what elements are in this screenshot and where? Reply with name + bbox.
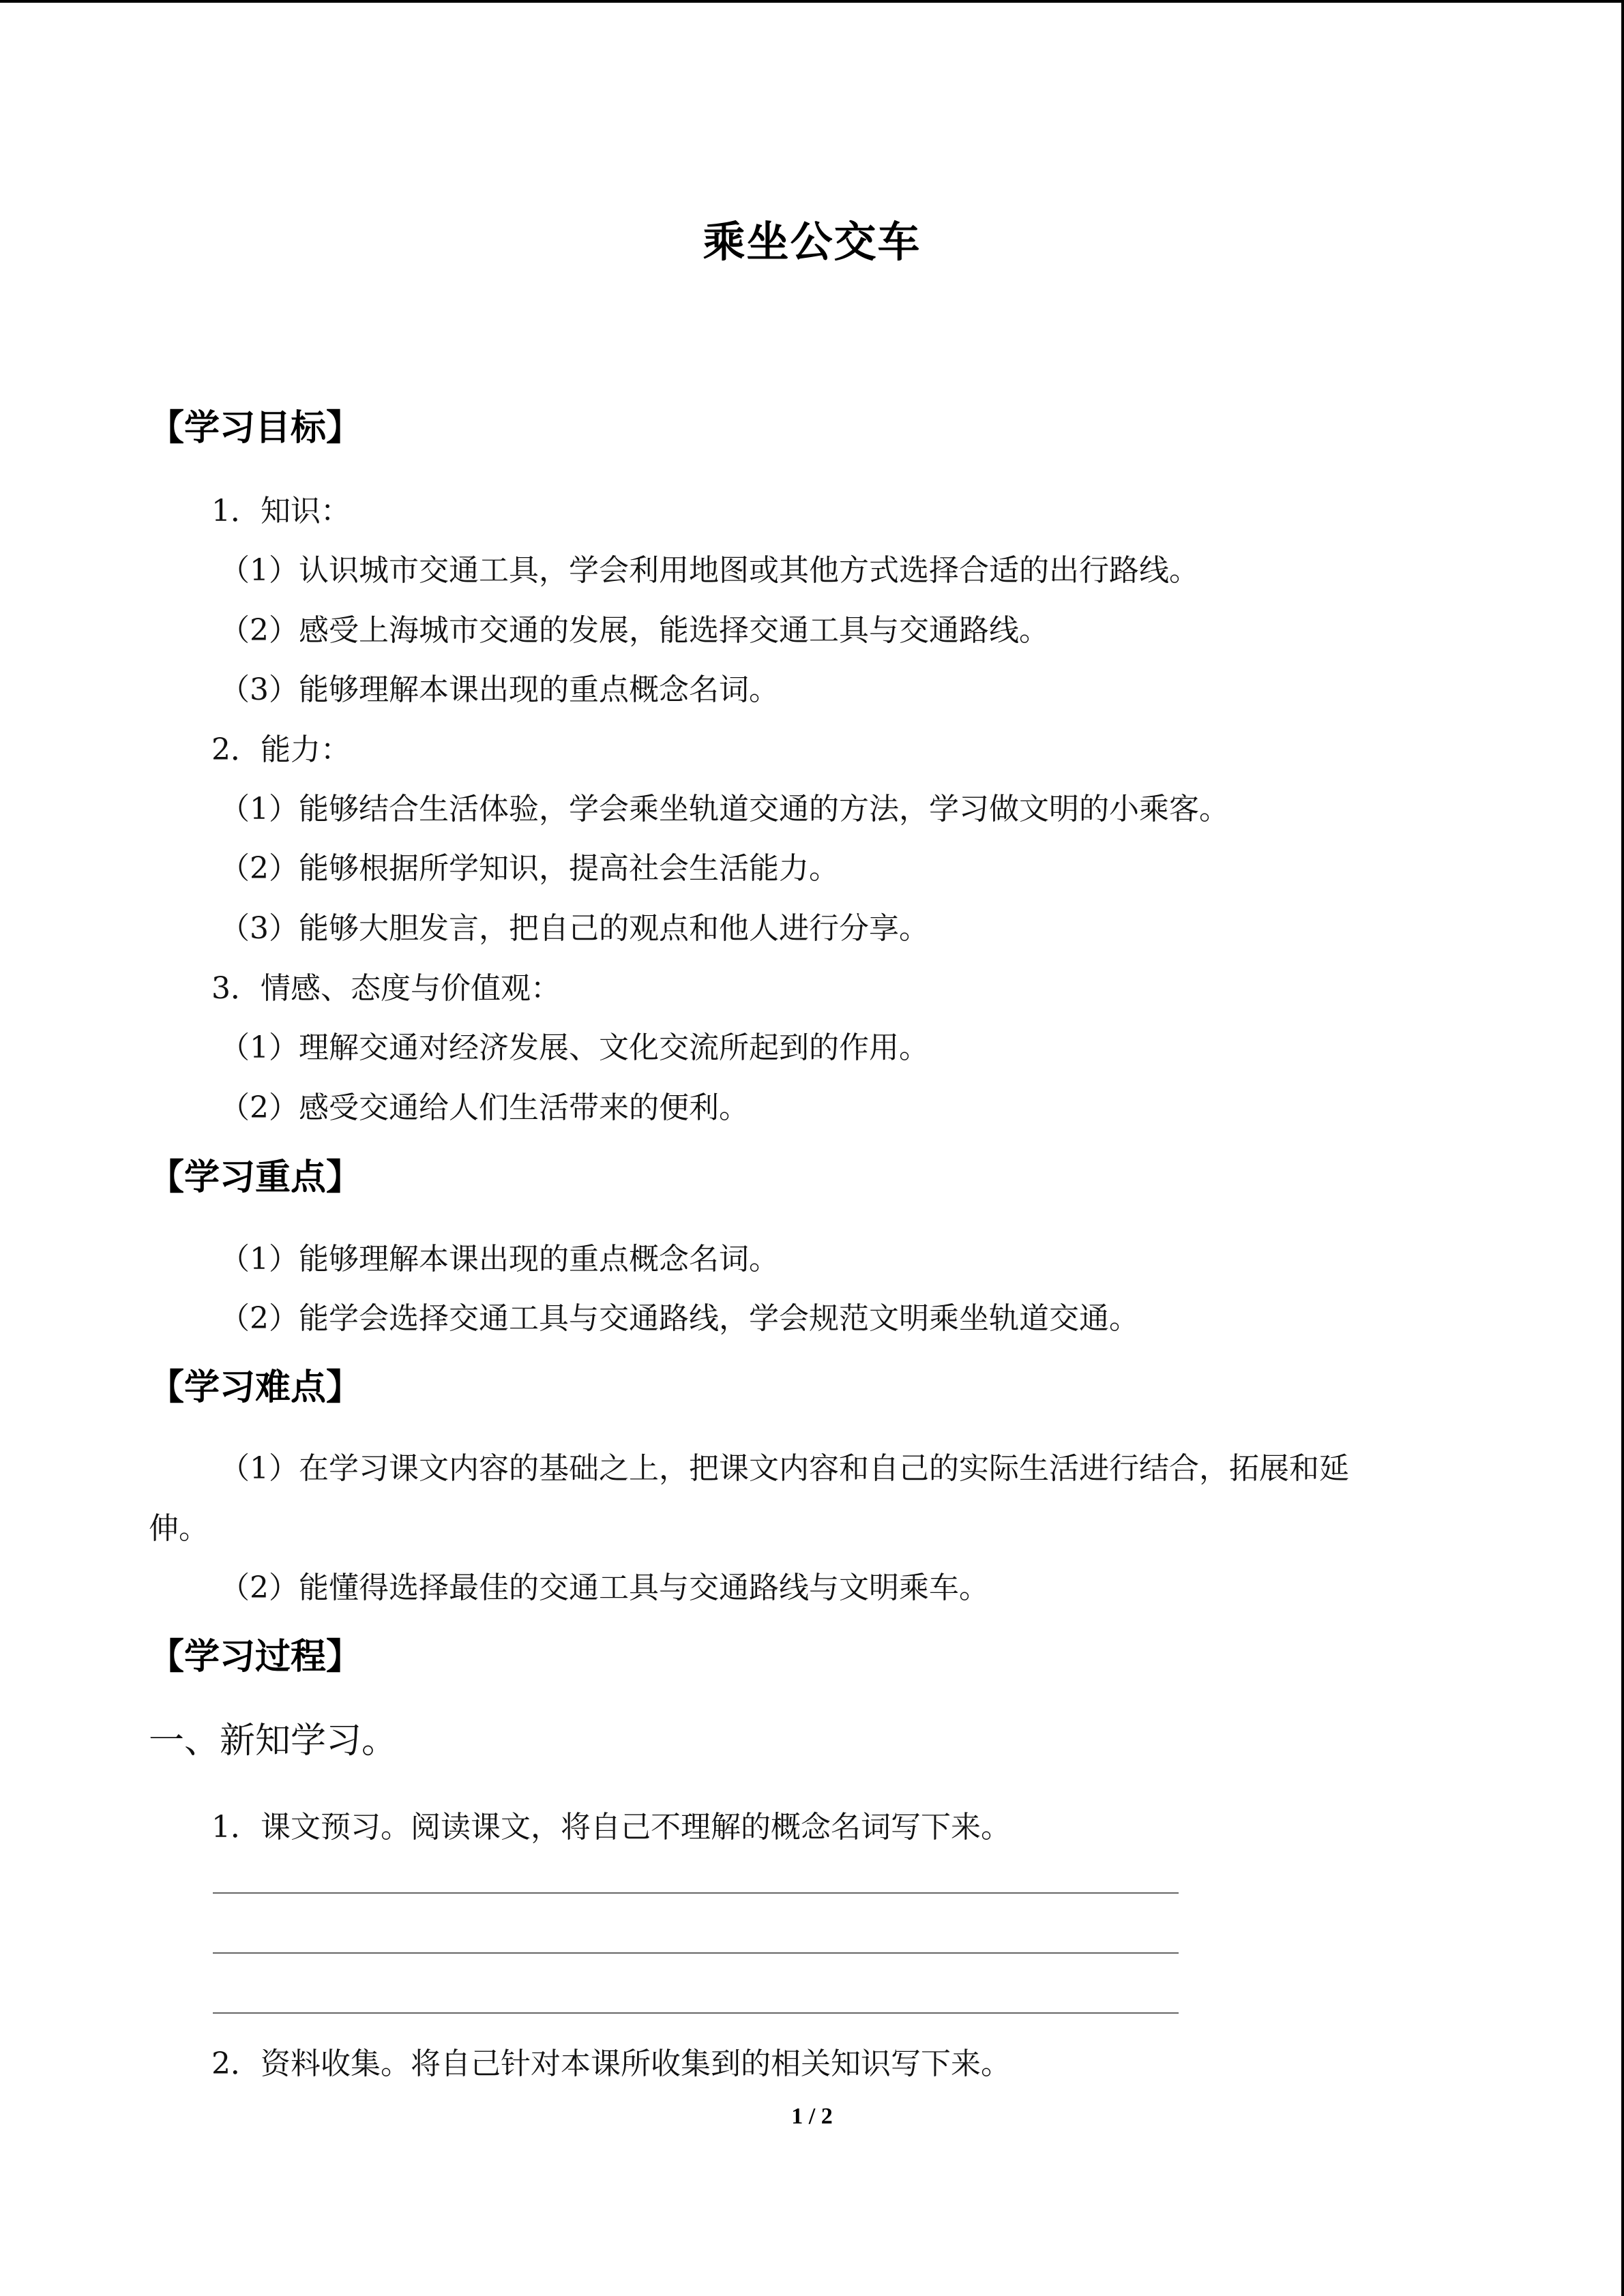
heading-difficulties: 【学习难点】 <box>149 1367 362 1408</box>
task-1-preview: 1．课文预习。阅读课文，将自己不理解的概念名词写下来。 <box>211 1810 1011 1845</box>
emotion-label: 3．情感、态度与价值观： <box>211 971 561 1006</box>
emotion-item-1: （1）理解交通对经济发展、文化交流所起到的作用。 <box>220 1030 929 1065</box>
difficulty-1-line-1: （1）在学习课文内容的基础之上，把课文内容和自己的实际生活进行结合，拓展和延 <box>220 1451 1349 1486</box>
answer-line-2[interactable] <box>213 1952 1179 1954</box>
emotion-item-2: （2）感受交通给人们生活带来的便利。 <box>220 1090 749 1125</box>
knowledge-item-2: （2）感受上海城市交通的发展，能选择交通工具与交通路线。 <box>220 613 1049 648</box>
document-title: 乘坐公交车 <box>703 217 921 267</box>
ability-item-2: （2）能够根据所学知识，提高社会生活能力。 <box>220 851 839 886</box>
ability-label: 2．能力： <box>211 732 351 767</box>
ability-item-1: （1）能够结合生活体验，学会乘坐轨道交通的方法，学习做文明的小乘客。 <box>220 792 1229 826</box>
knowledge-label: 1．知识： <box>211 494 351 528</box>
difficulty-1-line-2: 伸。 <box>149 1511 209 1546</box>
difficulty-2: （2）能懂得选择最佳的交通工具与交通路线与文明乘车。 <box>220 1570 989 1605</box>
answer-line-3[interactable] <box>213 2012 1179 2014</box>
knowledge-item-3: （3）能够理解本课出现的重点概念名词。 <box>220 672 779 707</box>
section-new-knowledge: 一、新知学习。 <box>149 1720 398 1761</box>
heading-learning-goals: 【学习目标】 <box>149 408 362 449</box>
answer-line-1[interactable] <box>213 1892 1179 1894</box>
ability-item-3: （3）能够大胆发言，把自己的观点和他人进行分享。 <box>220 911 929 946</box>
page-number: 1 / 2 <box>791 2104 833 2129</box>
heading-key-points: 【学习重点】 <box>149 1157 362 1198</box>
key-point-1: （1）能够理解本课出现的重点概念名词。 <box>220 1242 779 1277</box>
knowledge-item-1: （1）认识城市交通工具，学会利用地图或其他方式选择合适的出行路线。 <box>220 553 1199 588</box>
key-point-2: （2）能学会选择交通工具与交通路线，学会规范文明乘坐轨道交通。 <box>220 1301 1139 1336</box>
task-2-material-collection: 2．资料收集。将自己针对本课所收集到的相关知识写下来。 <box>211 2046 1011 2081</box>
heading-learning-process: 【学习过程】 <box>149 1637 362 1678</box>
